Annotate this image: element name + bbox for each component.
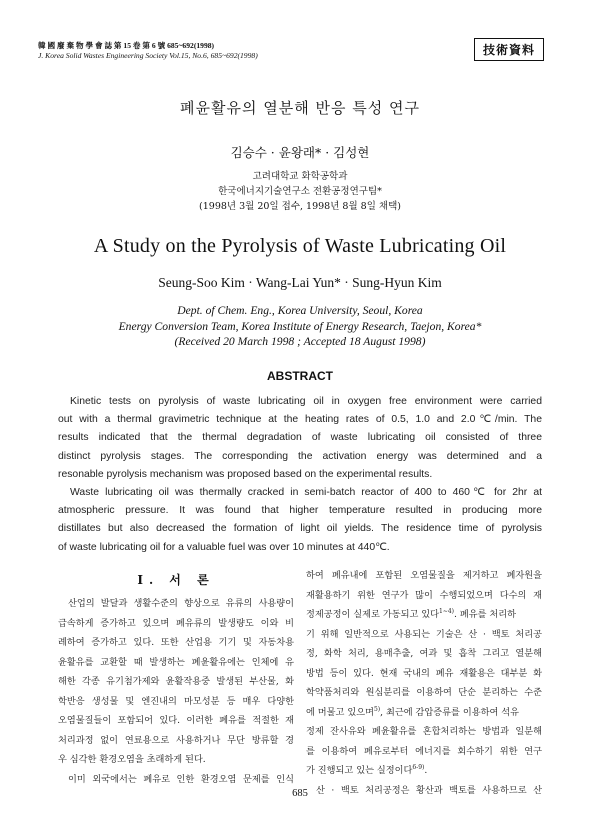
body-line: 방법 등이 있다. 현재 국내의 폐유 재활용은 대부분 화 — [306, 667, 542, 679]
abstract-paragraph-2 — [58, 484, 542, 557]
body-line: 학반응 생성물 및 엔진내의 마모성분 등 매우 다양한 — [58, 695, 294, 707]
received-date-ko: (1998년 3월 20일 접수, 1998년 8월 8일 채택) — [199, 201, 401, 212]
abstract-line: results indicated that the thermal degradation of waste lubricating oil consisted of three — [58, 432, 542, 444]
affiliation-ko-line: 한국에너지기술연구소 전환공정연구팀* — [218, 186, 382, 197]
abstract-line: atmospheric pressure. It was found that higher temperature resulted in producing more — [58, 505, 542, 517]
body-line-with-citation: 정제공정이 실제로 가동되고 있다$^{1\sim 4)}$. 폐유를 처리하 — [306, 607, 517, 620]
body-line: 급속하게 증가하고 있으며 폐유류의 발생량도 이와 비 — [58, 617, 294, 629]
abstract-line: distinct pyrolysis stages. The corresponding the activation energy was determined and a — [58, 450, 542, 462]
body-line: 정, 화학 처리, 용매추출, 여과 및 흡착 그리고 열분해 — [306, 648, 542, 659]
title-english: A Study on the Pyrolysis of Waste Lubricating Oil — [93, 235, 507, 257]
abstract-line: out with a thermal gravimetric technique at the heating rates of 0.5, 1.0 and 2.0℃/min. The — [58, 414, 542, 426]
body-line: 하여 폐유내에 포함된 오염물질을 제거하고 폐자원을 — [306, 570, 542, 581]
body-line: 오염물질들이 포함되어 있다. 이러한 폐유를 적절한 재 — [58, 715, 294, 726]
abstract-heading: ABSTRACT — [267, 369, 333, 383]
body-line: 이미 외국에서는 폐유로 인한 환경오염 문제를 인식 — [68, 773, 294, 785]
journal-header-ko: 韓 國 廢 棄 物 學 會 誌 第 15 卷 第 6 號 685~692(1998) — [38, 41, 215, 50]
body-line: 우 심각한 환경오염을 초래하게 된다. — [58, 754, 206, 765]
body-line-with-citation: 가 진행되고 있는 실정이다$^{6-9)}$. — [306, 763, 428, 776]
body-line: 재활용하기 위한 연구가 많이 수행되었으며 다수의 재 — [306, 589, 542, 601]
affiliation-ko-line: 고려대학교 화학공학과 — [252, 171, 348, 182]
abstract-line: Waste lubricating oil was thermally cracked in semi-batch reactor of 400 to 460℃ for 2hr at — [70, 487, 542, 498]
citation: 5) — [373, 705, 381, 713]
abstract-paragraph-1 — [58, 393, 542, 484]
affiliation-en-line: Energy Conversion Team, Korea Institute of Energy Research, Taejon, Korea* — [118, 319, 482, 333]
affiliation-english — [0, 303, 600, 350]
body-line: 례하여 증가하고 있다. 또한 산업용 기기 및 자동차용 — [58, 637, 294, 648]
body-line: 산업의 발달과 생활수준의 향상으로 유류의 사용량이 — [68, 598, 294, 609]
citation: 1~4) — [439, 607, 455, 615]
journal-header-en: J. Korea Solid Wastes Engineering Society Vol.15, No.6, 685~692(1998) — [38, 51, 258, 60]
authors-english: Seung-Soo Kim · Wang-Lai Yun* · Sung-Hyun Kim — [158, 275, 442, 290]
body-line: 를 이용하여 폐유로부터 에너지를 회수하기 위한 연구 — [306, 745, 542, 757]
body-line: 정제 잔사유와 폐윤활유를 혼합처리하는 방법과 일분해 — [306, 726, 542, 737]
authors-korean: 김승수 · 윤왕래* · 김성현 — [230, 145, 370, 160]
intro-right-column — [306, 566, 542, 800]
abstract-line: resonable pyrolysis mechanism was proposed based on the experimental results. — [58, 468, 433, 480]
document-type-badge: 技術資料 — [474, 38, 544, 61]
title-korean: 폐윤활유의 열분해 반응 특성 연구 — [180, 99, 420, 117]
received-date-en: (Received 20 March 1998 ; Accepted 18 August 1998) — [174, 335, 426, 348]
affiliation-korean — [0, 169, 600, 214]
body-line: 해한 각종 유기첨가제와 윤활작용중 발생된 부산물, 화 — [58, 676, 294, 687]
citation: 6-9) — [412, 763, 425, 771]
body-line: 윤활유를 교환할 때 발생하는 폐윤활유에는 인체에 유 — [58, 656, 294, 668]
abstract-line: Kinetic tests on pyrolysis of waste lubricating oil in oxygen free environment were carried — [70, 396, 542, 407]
body-line: 산 · 백토 처리공정은 황산과 백토를 사용하므로 산 — [316, 784, 542, 796]
body-line: 처리과정 없이 연료용으로 사용하거나 무단 방류할 경 — [58, 734, 294, 746]
affiliation-en-line: Dept. of Chem. Eng., Korea University, Seoul, Korea — [177, 304, 423, 317]
section-heading-introduction: I. 서 론 — [137, 573, 215, 587]
body-line: 기 위해 일반적으로 사용되는 기술은 산 · 백토 처리공 — [306, 628, 542, 640]
page-number: 685 — [292, 788, 308, 799]
abstract-line: distillates but also decreased the formation of light oil yields. The residence time of pyrolysis — [58, 523, 542, 535]
intro-left-column — [58, 594, 294, 789]
abstract-line: of waste lubricating oil for a valuable fuel was over 10 minutes at 440℃. — [58, 541, 390, 553]
body-line: 학약품처리와 원심분리를 이용하여 단순 분리하는 수준 — [306, 687, 542, 698]
body-line-with-citation: 에 머물고 있으며$^{5)}$, 최근에 감압증류를 이용하여 석유 — [306, 705, 519, 718]
